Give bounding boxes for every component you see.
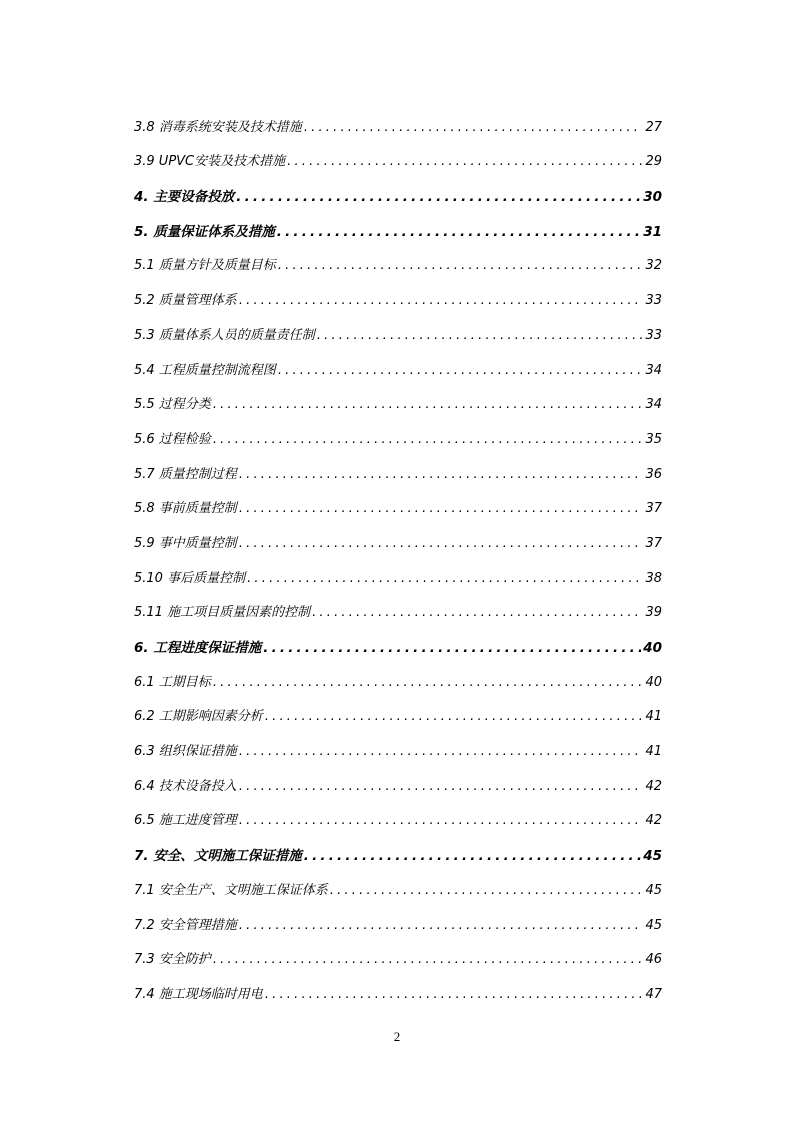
toc-entry[interactable] xyxy=(134,973,662,1008)
toc-entry[interactable] xyxy=(134,765,662,800)
toc-entry-page: 34 xyxy=(645,397,662,413)
toc-dot-leader xyxy=(278,358,642,384)
toc-entry-page: 40 xyxy=(645,674,662,690)
toc-entry-page: 33 xyxy=(645,327,662,343)
toc-entry-title: 7.4 施工现场临时用电 xyxy=(134,986,263,1002)
toc-entry-page: 47 xyxy=(645,986,662,1002)
toc-entry[interactable] xyxy=(134,661,662,696)
toc-dot-leader xyxy=(236,184,641,210)
toc-entry-title: 4. 主要设备投放 xyxy=(134,189,235,206)
toc-entry-title: 6. 工程进度保证措施 xyxy=(134,640,262,656)
toc-entry-title: 5.9 事中质量控制 xyxy=(134,535,237,551)
toc-entry-page: 45 xyxy=(643,848,662,865)
toc-dot-leader xyxy=(265,704,642,730)
toc-entry-title: 5.2 质量管理体系 xyxy=(134,293,237,309)
toc-entry-title: 6.2 工期影响因素分析 xyxy=(134,709,263,725)
toc-entry-page: 46 xyxy=(645,952,662,968)
toc-entry-page: 31 xyxy=(643,223,662,240)
toc-entry-title: 6.1 工期目标 xyxy=(134,674,211,690)
toc-entry-page: 41 xyxy=(645,744,662,760)
toc-dot-leader xyxy=(304,115,642,141)
toc-entry[interactable] xyxy=(134,384,662,419)
page-number: 2 xyxy=(393,1029,401,1044)
toc-dot-leader xyxy=(247,566,642,592)
toc-entry[interactable] xyxy=(134,106,662,141)
toc-entry[interactable] xyxy=(134,626,662,661)
toc-entry[interactable] xyxy=(134,453,662,488)
toc-entry-title: 5.8 事前质量控制 xyxy=(134,501,237,517)
toc-dot-leader xyxy=(263,635,641,661)
toc-entry-title: 7.3 安全防护 xyxy=(134,952,211,968)
toc-entry-page: 37 xyxy=(645,535,662,551)
toc-entry-title: 6.5 施工进度管理 xyxy=(134,813,237,829)
toc-entry-title: 3.9 UPVC安装及技术措施 xyxy=(134,154,286,170)
toc-entry[interactable] xyxy=(134,349,662,384)
toc-entry-page: 45 xyxy=(645,882,662,898)
toc-entry[interactable] xyxy=(134,141,662,176)
toc-entry[interactable] xyxy=(134,592,662,627)
toc-entry-title: 5.11 施工项目质量因素的控制 xyxy=(134,605,311,621)
toc-dot-leader xyxy=(239,288,642,314)
table-of-contents xyxy=(134,106,662,1008)
toc-entry[interactable] xyxy=(134,488,662,523)
toc-dot-leader xyxy=(239,913,642,939)
toc-dot-leader xyxy=(213,947,642,973)
toc-dot-leader xyxy=(312,600,642,626)
toc-entry-page: 30 xyxy=(643,189,662,206)
toc-entry-page: 39 xyxy=(645,605,662,621)
toc-entry-page: 40 xyxy=(643,640,662,656)
toc-dot-leader xyxy=(287,149,642,175)
toc-entry-title: 5.6 过程检验 xyxy=(134,431,211,447)
toc-entry-title: 5.7 质量控制过程 xyxy=(134,466,237,482)
toc-entry[interactable] xyxy=(134,800,662,835)
toc-entry[interactable] xyxy=(134,696,662,731)
toc-dot-leader xyxy=(330,878,642,904)
toc-entry-title: 6.4 技术设备投入 xyxy=(134,778,237,794)
toc-entry-title: 6.3 组织保证措施 xyxy=(134,744,237,760)
toc-entry[interactable] xyxy=(134,175,662,210)
toc-entry-title: 7. 安全、文明施工保证措施 xyxy=(134,848,302,865)
toc-dot-leader xyxy=(239,462,642,488)
toc-entry-title: 5.1 质量方针及质量目标 xyxy=(134,258,276,274)
toc-entry-page: 29 xyxy=(645,154,662,170)
toc-entry[interactable] xyxy=(134,557,662,592)
toc-dot-leader xyxy=(239,774,642,800)
toc-entry[interactable] xyxy=(134,245,662,280)
toc-entry-title: 5.10 事后质量控制 xyxy=(134,570,246,586)
toc-entry-page: 32 xyxy=(645,258,662,274)
toc-entry[interactable] xyxy=(134,869,662,904)
toc-entry[interactable] xyxy=(134,730,662,765)
toc-entry-page: 37 xyxy=(645,501,662,517)
toc-entry-page: 36 xyxy=(645,466,662,482)
toc-entry-title: 5. 质量保证体系及措施 xyxy=(134,223,275,240)
toc-entry-page: 35 xyxy=(645,431,662,447)
toc-entry-page: 38 xyxy=(645,570,662,586)
toc-entry-page: 27 xyxy=(645,119,662,135)
toc-dot-leader xyxy=(213,392,642,418)
toc-entry-title: 5.3 质量体系人员的质量责任制 xyxy=(134,327,315,343)
toc-dot-leader xyxy=(213,427,642,453)
toc-entry-title: 7.1 安全生产、文明施工保证体系 xyxy=(134,882,328,898)
toc-dot-leader xyxy=(239,531,642,557)
toc-entry[interactable] xyxy=(134,522,662,557)
toc-entry-page: 33 xyxy=(645,293,662,309)
toc-entry[interactable] xyxy=(134,314,662,349)
toc-entry[interactable] xyxy=(134,939,662,974)
toc-dot-leader xyxy=(239,808,642,834)
toc-entry-title: 3.8 消毒系统安装及技术措施 xyxy=(134,119,302,135)
toc-entry-page: 45 xyxy=(645,917,662,933)
toc-dot-leader xyxy=(265,982,642,1008)
toc-dot-leader xyxy=(277,219,641,245)
toc-dot-leader xyxy=(239,739,642,765)
toc-entry-title: 5.5 过程分类 xyxy=(134,397,211,413)
toc-entry[interactable] xyxy=(134,279,662,314)
toc-entry-page: 42 xyxy=(645,813,662,829)
toc-dot-leader xyxy=(239,496,642,522)
toc-entry[interactable] xyxy=(134,904,662,939)
toc-dot-leader xyxy=(213,670,642,696)
toc-entry-page: 34 xyxy=(645,362,662,378)
toc-dot-leader xyxy=(278,253,642,279)
toc-entry-title: 7.2 安全管理措施 xyxy=(134,917,237,933)
toc-dot-leader xyxy=(304,843,641,869)
toc-entry-page: 41 xyxy=(645,709,662,725)
toc-entry[interactable] xyxy=(134,418,662,453)
toc-entry[interactable] xyxy=(134,834,662,869)
toc-entry[interactable] xyxy=(134,210,662,245)
toc-dot-leader xyxy=(317,323,642,349)
toc-entry-title: 5.4 工程质量控制流程图 xyxy=(134,362,276,378)
toc-entry-page: 42 xyxy=(645,778,662,794)
